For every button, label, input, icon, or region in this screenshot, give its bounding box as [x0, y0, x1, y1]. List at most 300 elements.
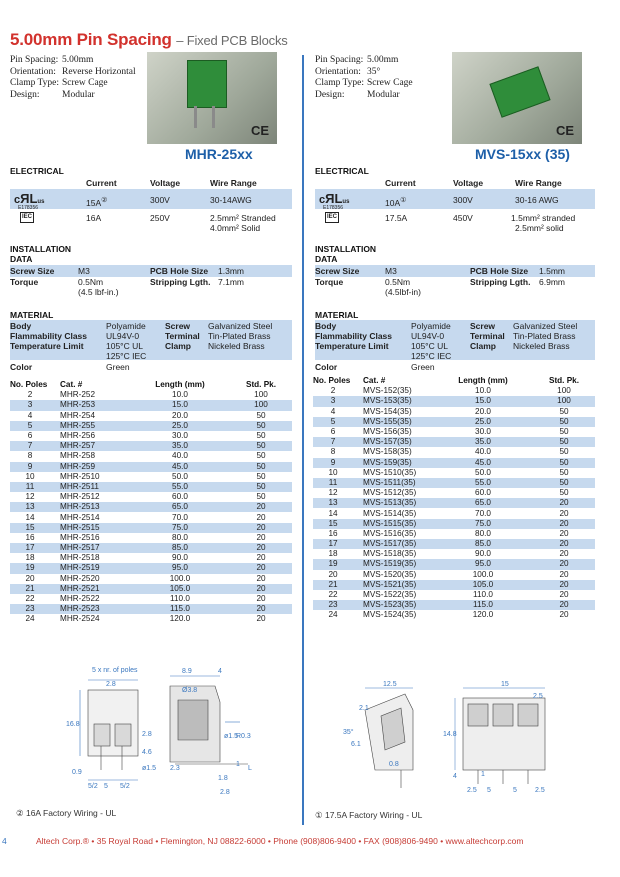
table-cell: 20: [256, 512, 266, 522]
table-row: [10, 431, 292, 441]
table-cell: 20: [559, 569, 569, 579]
dim-label: 1.8: [218, 775, 228, 782]
table-cell: MVS-1522(35): [363, 590, 417, 600]
table-cell: MVS-1521(35): [353, 580, 433, 590]
elec-voltage: 300V: [453, 195, 473, 205]
label: Stripping Lgth.: [150, 277, 211, 287]
table-row: [313, 498, 595, 508]
table-cell: 50: [256, 431, 266, 441]
dim-label: 2.5: [467, 787, 477, 794]
table-header-row: [313, 376, 595, 386]
table-cell: MHR-2520: [60, 573, 100, 583]
table-cell: MVS-1518(35): [363, 549, 417, 559]
table-cell: 25.0: [130, 421, 230, 431]
table-row: [313, 590, 595, 600]
ce-mark: CE: [250, 123, 269, 138]
col-header: Current: [385, 178, 416, 188]
label: Flammability Class: [315, 331, 393, 341]
elec-wire: 4.0mm² Solid: [210, 223, 261, 233]
dim-label: 4.6: [142, 749, 152, 756]
label: Body: [10, 321, 32, 331]
pin-shape: [194, 106, 197, 128]
table-row: [313, 600, 595, 610]
table-cell: 80.0: [475, 528, 491, 538]
table-cell: 95.0: [130, 563, 230, 573]
section-heading: ELECTRICAL: [315, 166, 369, 176]
label: Torque: [10, 277, 39, 287]
table-cell: MVS-1513(35): [353, 498, 433, 508]
table-cell: MHR-2513: [50, 502, 130, 512]
table-cell: 50: [559, 406, 569, 416]
dim-label: 0.8: [389, 761, 399, 768]
table-row: [10, 604, 292, 614]
dim-label: 16.8: [66, 721, 80, 728]
table-cell: 50: [533, 458, 595, 468]
value: (4.5lbf-in): [385, 287, 421, 297]
table-cell: 50.0: [172, 471, 188, 481]
value: Green: [106, 362, 130, 372]
dim-label: 4: [218, 668, 222, 675]
ce-mark: CE: [555, 123, 574, 138]
table-cell: 21: [10, 584, 50, 594]
table-cell: 50.0: [475, 467, 491, 477]
spec-row: Design: Modular: [10, 89, 95, 100]
spec-list: [315, 55, 413, 101]
dimension-drawing: [10, 662, 300, 812]
table-cell: 115.0: [433, 600, 533, 610]
elec-wire: 1.5mm² stranded: [511, 213, 576, 223]
section-heading: ELECTRICAL: [10, 166, 64, 176]
table-cell: 50: [256, 451, 266, 461]
table-cell: MVS-154(35): [363, 406, 412, 416]
spec-row: Pin Spacing: 5.00mm: [315, 55, 399, 65]
table-row: [313, 570, 595, 580]
page-title: [10, 30, 288, 50]
dim-label: 2.8: [106, 681, 116, 688]
value: 1.5mm: [539, 266, 565, 276]
table-cell: MVS-155(35): [353, 417, 433, 427]
value: Nickeled Brass: [208, 341, 265, 351]
table-cell: 100.0: [169, 573, 191, 583]
table-row: [313, 549, 595, 559]
elec-current: 16A: [86, 213, 102, 223]
table-cell: 20: [256, 532, 266, 542]
col-header: Wire Range: [210, 178, 257, 188]
col-header: Cat. #: [363, 376, 386, 386]
table-cell: MVS-1512(35): [363, 488, 417, 498]
table-cell: 105.0: [433, 580, 533, 590]
dim-label: 2.5: [535, 787, 545, 794]
terminal-block-shape: [187, 60, 227, 108]
table-row: [10, 472, 292, 482]
footnote: ① 17.5A Factory Wiring - UL: [315, 810, 423, 820]
table-cell: 20: [559, 549, 569, 559]
table-cell: MHR-2516: [60, 532, 100, 542]
table-cell: 60.0: [172, 492, 188, 502]
value: 0.5Nm: [78, 277, 104, 287]
table-cell: 15: [10, 523, 50, 533]
table-cell: MVS-1520(35): [363, 569, 417, 579]
table-row: [10, 614, 292, 624]
table-cell: MHR-254: [60, 410, 96, 420]
elec-current: 10A①: [385, 196, 407, 208]
table-cell: 3: [10, 400, 50, 410]
table-cell: 20: [559, 590, 569, 600]
table-row: [10, 421, 292, 431]
elec-wire: 2.5mm² Stranded: [210, 213, 276, 223]
label: PCB Hole Size: [470, 266, 529, 276]
value: Galvanized Steel: [513, 321, 578, 331]
table-cell: 22: [25, 594, 35, 604]
iec-logo: IEC: [325, 212, 339, 223]
table-cell: MVS-1519(35): [353, 559, 433, 569]
table-cell: 17: [313, 539, 353, 549]
table-cell: 20: [230, 523, 292, 533]
elec-current: 17.5A: [385, 213, 408, 223]
table-row: [10, 523, 292, 533]
label: Screw: [165, 321, 191, 331]
section-heading: INSTALLATION: [10, 244, 72, 254]
table-cell: 100: [230, 400, 292, 410]
label: Terminal: [165, 331, 200, 341]
table-cell: 20: [559, 508, 569, 518]
dim-label: 2.8: [220, 789, 230, 796]
table-row: [313, 559, 595, 569]
col-header: Std. Pk.: [548, 376, 580, 386]
table-cell: 50: [533, 478, 595, 488]
table-row: [313, 437, 595, 447]
value: M3: [78, 266, 90, 276]
table-cell: 75.0: [433, 519, 533, 529]
table-row: [10, 533, 292, 543]
table-row: [313, 610, 595, 620]
table-cell: 120.0: [169, 614, 191, 624]
table-row: [313, 508, 595, 518]
table-cell: 10.0: [172, 390, 188, 400]
table-cell: 20: [230, 502, 292, 512]
table-header-row: [10, 380, 292, 390]
spec-row: Clamp Type: Screw Cage: [10, 78, 108, 88]
table-cell: 50: [559, 467, 569, 477]
value: Tin-Plated Brass: [208, 331, 271, 341]
label: Body: [315, 321, 337, 331]
table-row: [10, 563, 292, 573]
table-cell: 50: [256, 471, 266, 481]
table-cell: 40.0: [172, 451, 188, 461]
table-cell: 90.0: [172, 553, 188, 563]
table-cell: 23: [313, 600, 353, 610]
dim-label: 5 x nr. of poles: [92, 667, 138, 674]
table-row: [313, 519, 595, 529]
table-cell: 40.0: [475, 447, 491, 457]
dim-label: 5: [104, 783, 108, 790]
value: 125°C IEC: [411, 351, 452, 361]
col-header: Wire Range: [515, 178, 562, 188]
dim-label: 0.9: [72, 769, 82, 776]
table-cell: 13: [10, 502, 50, 512]
dim-label: Ø3.8: [182, 687, 198, 694]
table-cell: 110.0: [473, 590, 493, 600]
dim-label: 1: [481, 771, 485, 778]
table-cell: 115.0: [130, 604, 230, 614]
table-cell: 7: [10, 441, 50, 451]
table-cell: MVS-1523(35): [353, 600, 433, 610]
table-row: [313, 417, 595, 427]
dim-label: 2.1: [359, 705, 369, 712]
dim-label: 12.5: [383, 681, 397, 688]
table-cell: MHR-257: [50, 441, 130, 451]
section-heading: DATA: [315, 254, 338, 264]
elec-wire: 30-14AWG: [210, 195, 252, 205]
table-row: [10, 441, 292, 451]
dim-label: 15: [501, 681, 509, 688]
label: Temperature Limit: [10, 341, 84, 351]
col-header: Std. Pk.: [245, 380, 277, 390]
table-cell: 35.0: [130, 441, 230, 451]
footnote: ② 16A Factory Wiring - UL: [16, 808, 117, 818]
table-row: [10, 502, 292, 512]
col-header: Length (mm): [155, 380, 205, 390]
table-cell: 3: [313, 396, 353, 406]
table-row: [313, 447, 595, 457]
table-row: [10, 594, 292, 604]
table-cell: 20: [533, 498, 595, 508]
table-cell: MHR-2519: [50, 563, 130, 573]
pin-shape: [212, 106, 215, 128]
section-heading: MATERIAL: [315, 310, 359, 320]
table-cell: MHR-253: [50, 400, 130, 410]
table-row: [10, 553, 292, 563]
col-header: Length (mm): [458, 376, 508, 386]
dim-label: 5: [487, 787, 491, 794]
dim-label: 8.9: [182, 668, 192, 675]
dim-label: 1: [236, 761, 240, 768]
table-cell: 50: [559, 488, 569, 498]
table-cell: 18: [25, 553, 35, 563]
dim-label: R0.3: [236, 733, 251, 740]
dim-label: 14.8: [443, 731, 457, 738]
table-row: [313, 407, 595, 417]
table-cell: 25.0: [433, 417, 533, 427]
table-row: [10, 411, 292, 421]
dim-label: 2.8: [142, 731, 152, 738]
col-header: Voltage: [150, 178, 181, 188]
elec-wire: 30-16 AWG: [515, 195, 559, 205]
table-row: [10, 574, 292, 584]
dim-label: L: [248, 765, 252, 772]
table-cell: 45.0: [433, 458, 533, 468]
table-row: [313, 386, 595, 396]
table-row: [313, 580, 595, 590]
table-cell: MVS-158(35): [363, 447, 412, 457]
table-cell: 55.0: [433, 478, 533, 488]
spec-row: Orientation: 35°: [315, 66, 381, 77]
table-cell: 12: [25, 492, 35, 502]
table-row: [10, 492, 292, 502]
table-cell: 55.0: [130, 482, 230, 492]
table-cell: MVS-153(35): [353, 396, 433, 406]
value: 105°C UL: [411, 341, 448, 351]
ul-cert: E178356: [18, 205, 39, 211]
table-cell: 50: [559, 427, 569, 437]
table-cell: 2: [330, 386, 336, 396]
label: Color: [315, 362, 338, 372]
section-heading: MATERIAL: [10, 310, 54, 320]
table-cell: 50: [559, 447, 569, 457]
label: Terminal: [470, 331, 505, 341]
spec-row: Pin Spacing: 5.00mm: [10, 55, 94, 65]
table-cell: 12: [328, 488, 338, 498]
label: Clamp: [165, 341, 191, 351]
table-cell: MVS-1516(35): [363, 528, 417, 538]
table-row: [313, 427, 595, 437]
table-cell: MHR-2517: [50, 543, 130, 553]
table-cell: 60.0: [475, 488, 491, 498]
dim-label: 6.1: [351, 741, 361, 748]
table-cell: 4: [330, 406, 336, 416]
label: Color: [10, 362, 33, 372]
table-cell: 20: [25, 573, 35, 583]
table-row: [10, 462, 292, 472]
ul-cert: E178356: [323, 205, 344, 211]
table-cell: MHR-2522: [60, 594, 100, 604]
table-cell: 50: [230, 482, 292, 492]
dim-label: 5: [513, 787, 517, 794]
table-cell: MHR-2511: [50, 482, 130, 492]
table-cell: 7: [313, 437, 353, 447]
table-cell: 19: [313, 559, 353, 569]
table-cell: 14: [25, 512, 35, 522]
table-cell: 70.0: [172, 512, 188, 522]
spec-row: Clamp Type: Screw Cage: [315, 78, 413, 88]
ul-logo: cЯLus: [319, 191, 350, 206]
value: 125°C IEC: [106, 351, 147, 361]
value: UL94V-0: [106, 331, 140, 341]
table-row: [313, 488, 595, 498]
table-cell: 20: [230, 584, 292, 594]
table-cell: MHR-2524: [60, 614, 100, 624]
table-cell: 20: [328, 569, 338, 579]
value: Galvanized Steel: [208, 321, 273, 331]
table-cell: 21: [313, 580, 353, 590]
table-cell: 70.0: [475, 508, 491, 518]
column-divider: [302, 55, 304, 825]
elec-voltage: 300V: [150, 195, 170, 205]
value: 0.5Nm: [385, 277, 411, 287]
spec-list: [10, 55, 136, 101]
table-cell: 11: [313, 478, 353, 488]
ul-logo: cЯLus: [14, 191, 45, 206]
table-cell: 80.0: [172, 532, 188, 542]
table-cell: 20: [559, 610, 569, 620]
model-number: MHR-25xx: [185, 146, 253, 162]
spec-row: Design: Modular: [315, 89, 400, 100]
table-cell: MHR-2515: [50, 523, 130, 533]
table-cell: 15.0: [130, 400, 230, 410]
value: (4.5 lbf-in.): [78, 287, 119, 297]
table-cell: 15.0: [433, 396, 533, 406]
table-cell: MVS-1514(35): [363, 508, 417, 518]
table-cell: 8: [330, 447, 336, 457]
table-cell: 20: [533, 519, 595, 529]
table-cell: 65.0: [433, 498, 533, 508]
table-cell: 5: [10, 421, 50, 431]
table-cell: 20: [533, 559, 595, 569]
table-cell: 100: [254, 390, 268, 400]
table-cell: 20: [256, 614, 266, 624]
page-number: 4: [2, 836, 7, 846]
table-cell: 20: [256, 553, 266, 563]
table-cell: MHR-2512: [60, 492, 100, 502]
table-cell: 85.0: [433, 539, 533, 549]
product-photo: [452, 52, 582, 144]
value: Polyamide: [106, 321, 146, 331]
table-cell: 20: [533, 580, 595, 590]
value: 1.3mm: [218, 266, 244, 276]
col-header: Cat. #: [60, 380, 83, 390]
table-row: [10, 451, 292, 461]
table-row: [313, 539, 595, 549]
dim-label: ø1.5: [142, 765, 157, 772]
table-cell: 23: [10, 604, 50, 614]
section-heading: DATA: [10, 254, 33, 264]
table-cell: 65.0: [130, 502, 230, 512]
table-cell: 20.0: [475, 406, 491, 416]
table-cell: 15: [313, 519, 353, 529]
table-cell: 4: [27, 410, 33, 420]
table-cell: 45.0: [130, 462, 230, 472]
value: Green: [411, 362, 435, 372]
label: Temperature Limit: [315, 341, 389, 351]
dim-label: 2.3: [170, 765, 180, 772]
table-cell: 100: [557, 386, 571, 396]
col-header: No. Poles: [313, 376, 351, 386]
table-row: [10, 390, 292, 400]
table-row: [10, 512, 292, 522]
table-row: [313, 396, 595, 406]
table-row: [313, 478, 595, 488]
table-cell: MHR-2521: [50, 584, 130, 594]
table-cell: 20: [256, 573, 266, 583]
table-cell: 90.0: [475, 549, 491, 559]
dim-label: 5/2: [120, 783, 130, 790]
table-cell: 20: [230, 604, 292, 614]
terminal-block-shape: [489, 66, 550, 118]
dimension-drawing: [315, 680, 605, 800]
table-cell: MVS-1511(35): [353, 478, 433, 488]
table-cell: 30.0: [475, 427, 491, 437]
dim-label: 35°: [343, 729, 354, 736]
table-cell: MHR-2514: [60, 512, 100, 522]
label: Torque: [315, 277, 344, 287]
value: M3: [385, 266, 397, 276]
table-cell: 6: [330, 427, 336, 437]
value: 7.1mm: [218, 277, 244, 287]
table-row: [10, 584, 292, 594]
value: UL94V-0: [411, 331, 445, 341]
table-row: [313, 458, 595, 468]
table-cell: MVS-1515(35): [353, 519, 433, 529]
table-cell: MVS-156(35): [363, 427, 412, 437]
value: Polyamide: [411, 321, 451, 331]
table-cell: 20.0: [172, 410, 188, 420]
table-cell: 50: [533, 437, 595, 447]
table-row: [313, 529, 595, 539]
value: 105°C UL: [106, 341, 143, 351]
table-cell: MVS-1517(35): [353, 539, 433, 549]
table-cell: 11: [10, 482, 50, 492]
label: Screw: [470, 321, 496, 331]
